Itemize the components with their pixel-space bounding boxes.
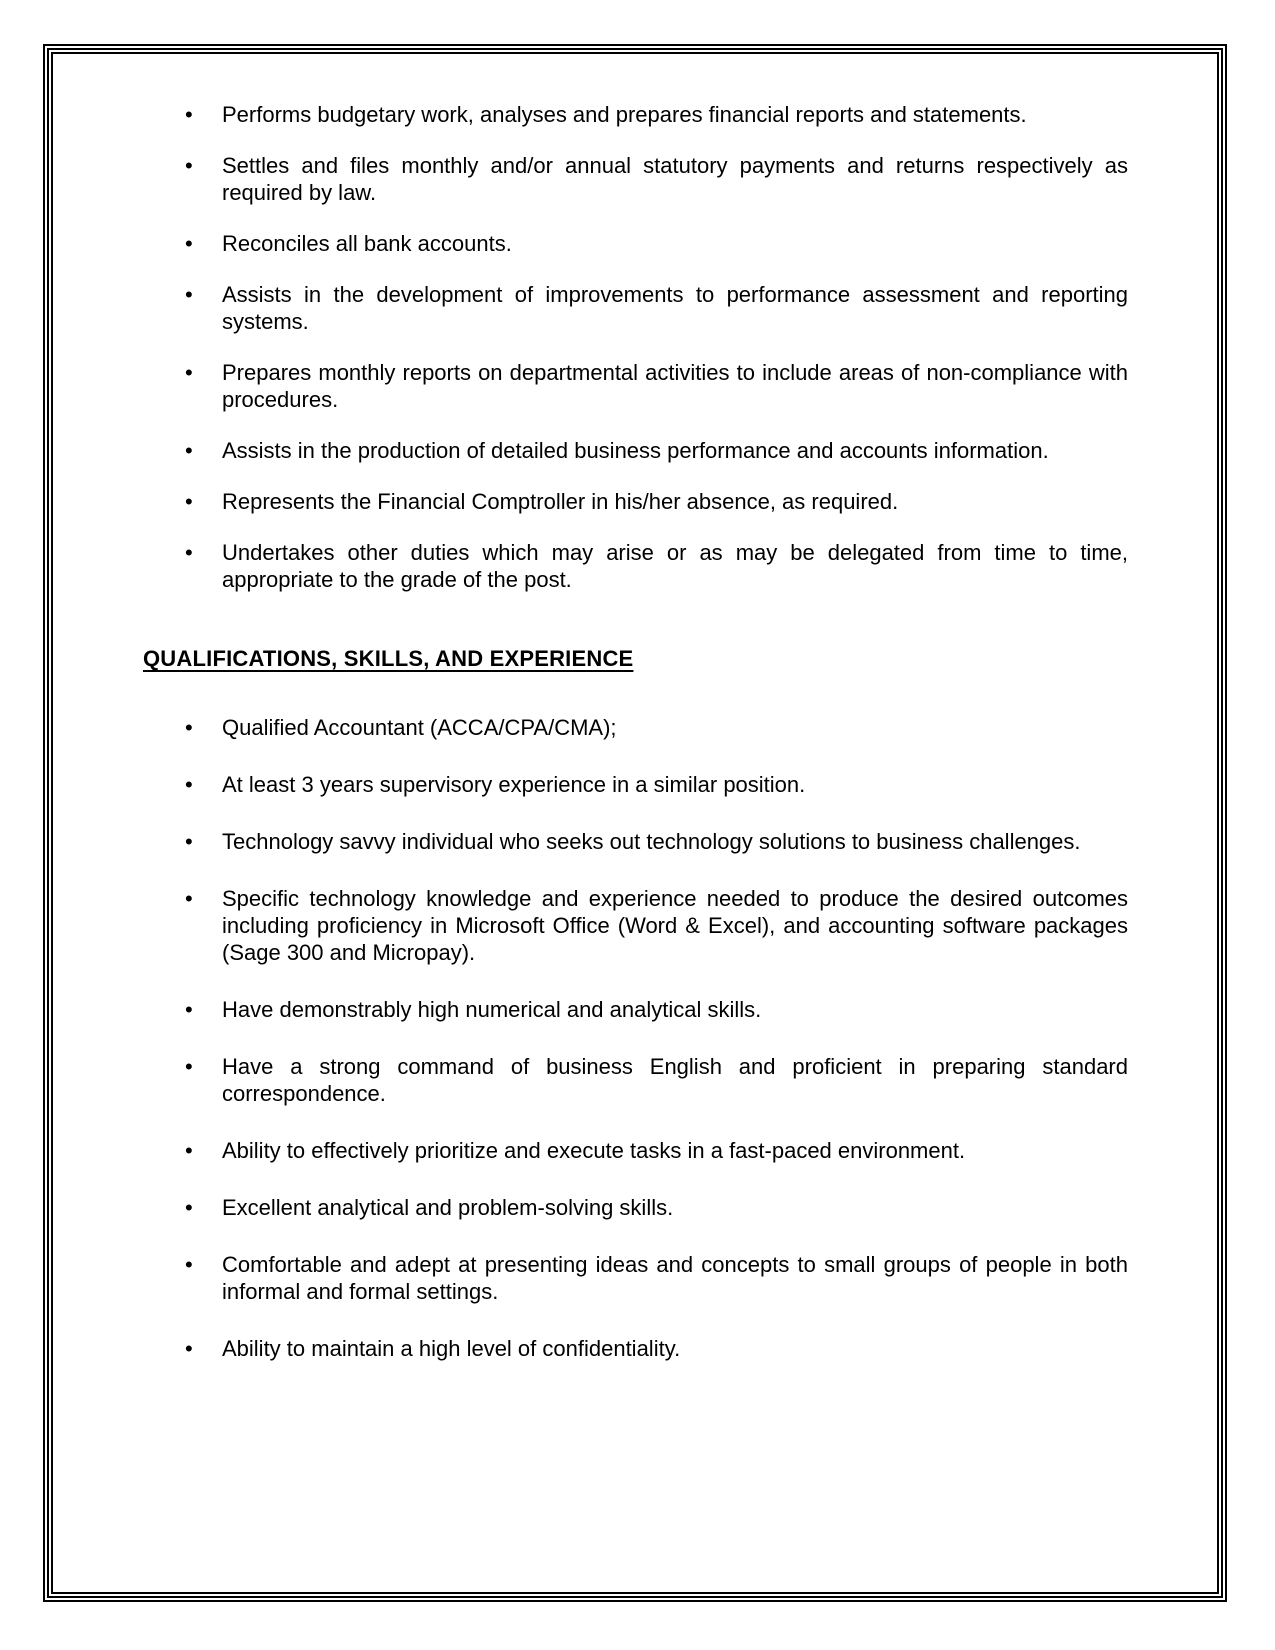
list-item: • Ability to maintain a high level of confidentiality. <box>143 1335 1128 1362</box>
list-item: • Specific technology knowledge and experience needed to produce the desired outcomes including proficiency in Microsoft Office (Word & Excel), and accounting software packages (Sage 300 and Micropay). <box>143 885 1128 966</box>
list-item: • Assists in the development of improvements to performance assessment and reporting systems. <box>143 281 1128 335</box>
list-item: • Have a strong command of business English and proficient in preparing standard correspondence. <box>143 1053 1128 1107</box>
list-item: • Comfortable and adept at presenting ideas and concepts to small groups of people in both informal and formal settings. <box>143 1251 1128 1305</box>
list-item: • Qualified Accountant (ACCA/CPA/CMA); <box>143 714 1128 741</box>
list-item: • Ability to effectively prioritize and execute tasks in a fast-paced environment. <box>143 1137 1128 1164</box>
section-heading-qualifications: QUALIFICATIONS, SKILLS, AND EXPERIENCE <box>143 646 634 671</box>
list-item: • Performs budgetary work, analyses and prepares financial reports and statements. <box>143 101 1128 128</box>
qualifications-list <box>143 714 1128 1362</box>
list-item: • Settles and files monthly and/or annual statutory payments and returns respectively as required by law. <box>143 152 1128 206</box>
list-item: • Assists in the production of detailed business performance and accounts information. <box>143 437 1128 464</box>
list-item: • Excellent analytical and problem-solving skills. <box>143 1194 1128 1221</box>
list-item: • Represents the Financial Comptroller in his/her absence, as required. <box>143 488 1128 515</box>
list-item: • Undertakes other duties which may arise or as may be delegated from time to time, appropriate to the grade of the post. <box>143 539 1128 593</box>
list-item: • Technology savvy individual who seeks out technology solutions to business challenges. <box>143 828 1128 855</box>
responsibilities-list <box>143 101 1128 593</box>
list-item: • At least 3 years supervisory experience in a similar position. <box>143 771 1128 798</box>
list-item: • Have demonstrably high numerical and analytical skills. <box>143 996 1128 1023</box>
list-item: • Reconciles all bank accounts. <box>143 230 1128 257</box>
document-page <box>143 101 1128 1392</box>
list-item: • Prepares monthly reports on departmental activities to include areas of non-compliance with procedures. <box>143 359 1128 413</box>
